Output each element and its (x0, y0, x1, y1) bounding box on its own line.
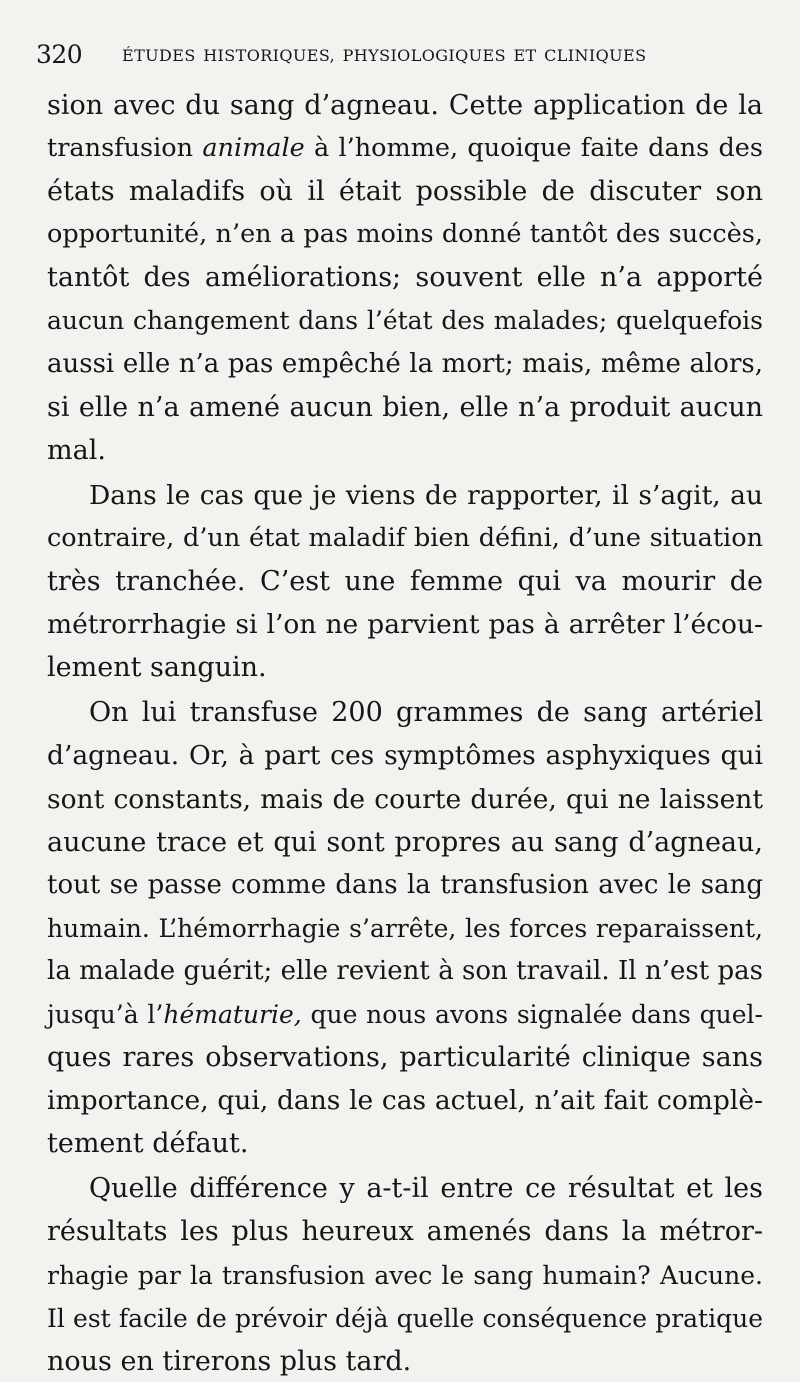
body-text (47, 84, 763, 1382)
text-line: rhagie par la transfusion avec le sang humain? Aucune. (47, 1260, 763, 1290)
text-line: si elle n’a amené aucun bien, elle n’a produit aucun (47, 391, 763, 423)
text-line: jusqu’à l’hématurie, que nous avons signalée dans quel- (47, 999, 764, 1029)
text-line: tout se passe comme dans la transfusion avec le sang (47, 869, 763, 900)
text-line: tement défaut. (47, 1128, 249, 1160)
text-line: lement sanguin. (47, 652, 267, 684)
paragraph-first-line: Dans le cas que je viens de rapporter, il s’agit, au (89, 479, 763, 511)
text-line: aucun changement dans l’état des malades; quelquefois (47, 306, 763, 336)
text-line: mal. (47, 434, 106, 466)
text-line: transfusion animale à l’homme, quoique faite dans des (47, 133, 763, 164)
text-line: sion avec du sang d’agneau. Cette application de la (47, 90, 763, 121)
text-line: opportunité, n’en a pas moins donné tantôt des succès, (47, 219, 763, 250)
text-line: importance, qui, dans le cas actuel, n’ait fait complè- (47, 1085, 763, 1117)
page-number: 320 (36, 40, 83, 69)
text-line: tantôt des améliorations; souvent elle n’a apporté (47, 262, 763, 294)
text-line: aucune trace et qui sont propres au sang d’agneau, (47, 826, 763, 858)
text-line: très tranchée. C’est une femme qui va mourir de (47, 566, 763, 598)
page-header (36, 40, 764, 74)
text-line: la malade guérit; elle revient à son travail. Il n’est pas (47, 955, 763, 986)
text-line: ques rares observations, particularité clinique sans (47, 1042, 763, 1074)
paragraph-first-line: On lui transfuse 200 grammes de sang artériel (89, 697, 763, 729)
text-line: états maladifs où il était possible de discuter son (47, 176, 763, 208)
paragraph-first-line: Quelle différence y a-t-il entre ce résultat et les (89, 1173, 763, 1205)
running-title: ÉTUDES HISTORIQUES, PHYSIOLOGIQUES ET CLINIQUES (122, 46, 647, 65)
text-line: aussi elle n’a pas empêché la mort; mais, même alors, (47, 348, 763, 379)
text-line: métrorrhagie si l’on ne parvient pas à arrêter l’écou- (47, 609, 763, 641)
italic-word: hématurie, (163, 999, 302, 1029)
text-line: humain. L’hémorrhagie s’arrête, les forces reparaissent, (47, 913, 763, 943)
text-line: résultats les plus heureux amenés dans la métror- (47, 1216, 763, 1248)
text-line: d’agneau. Or, à part ces symptômes asphyxiques qui (47, 740, 763, 772)
text-line: nous en tirerons plus tard. (47, 1345, 412, 1377)
text-line: Il est facile de prévoir déjà quelle conséquence pratique (47, 1303, 763, 1333)
text-line: sont constants, mais de courte durée, qui ne laissent (47, 783, 763, 815)
text-line: contraire, d’un état maladif bien défini, d’une situation (47, 522, 763, 553)
italic-word: animale (202, 133, 305, 164)
